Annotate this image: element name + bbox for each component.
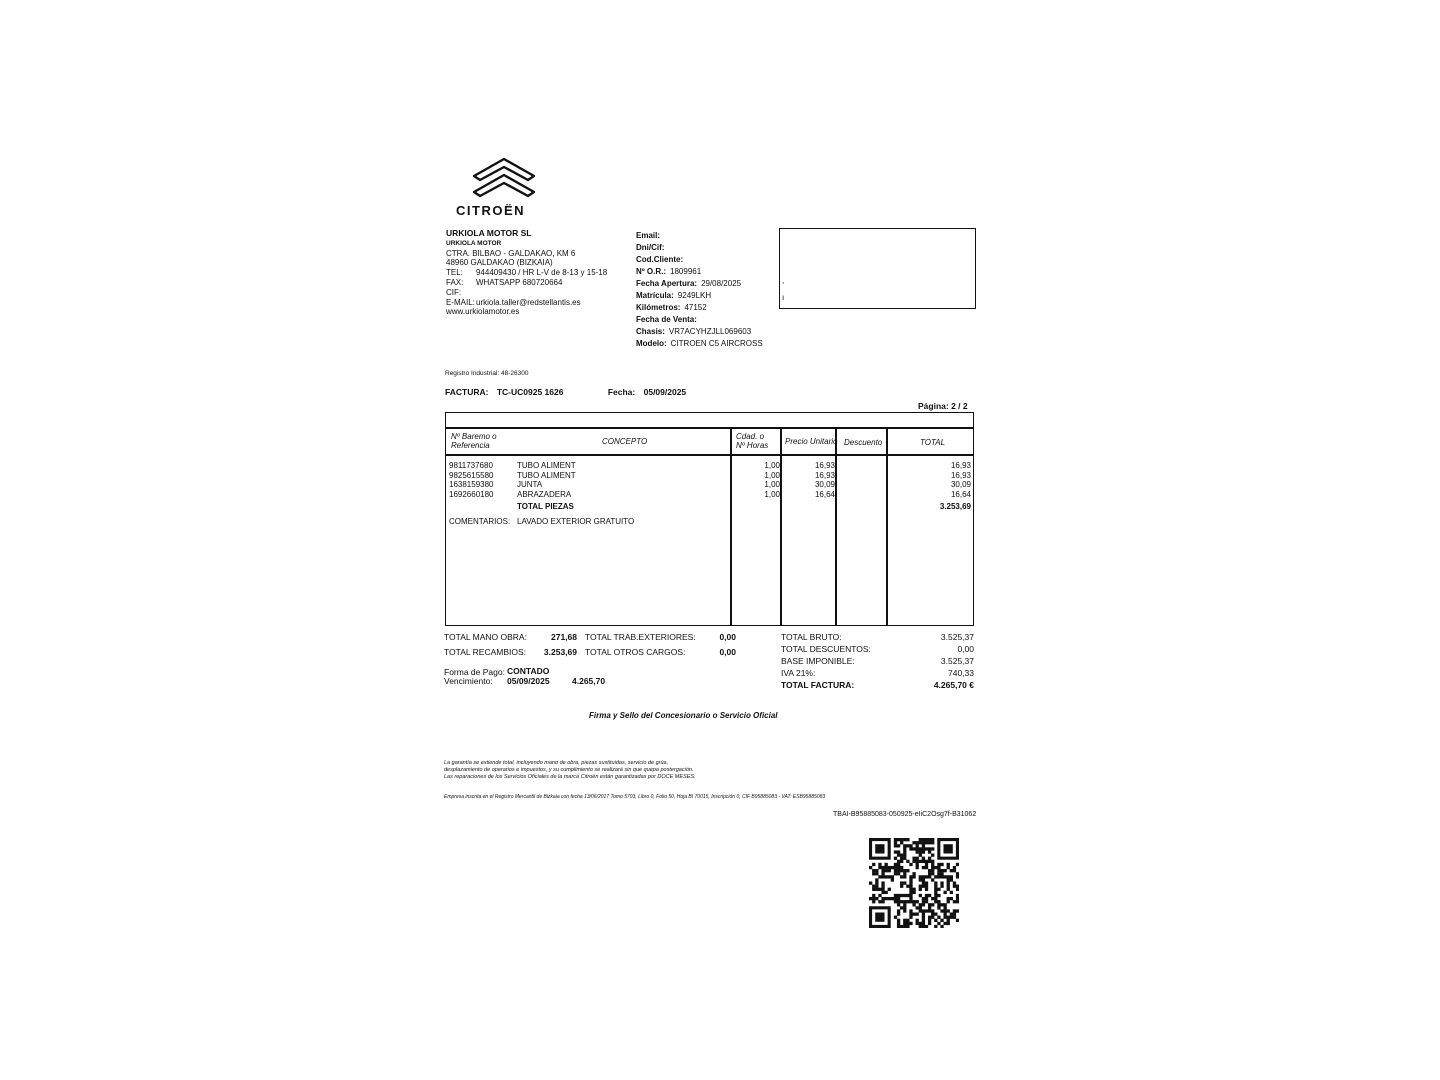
table-row-ref: 9825615580 (449, 470, 494, 480)
company-address2: 48960 GALDAKAO (BIZKAIA) (446, 258, 553, 268)
matricula-label: Matrícula: (636, 291, 674, 300)
company-name: URKIOLA MOTOR SL (446, 228, 532, 238)
client-info (636, 230, 763, 350)
table-row-ref: 1638159380 (449, 480, 494, 490)
table-row-precio: 16,93 (814, 461, 835, 470)
legal-guarantee: La garantía se extiende total, incluyendo mano de obra, piezas sustituidas, servicio de grúa, desplazamiento de operarios e impuestos, y su cumplimiento se realizará sin que quepa postergación. Las reparaciones de los Servicios Oficiales de la marca Citroën están garantizadas por DOCE MESES. (444, 760, 696, 780)
trab-ext-label: TOTAL TRAB.EXTERIORES: (585, 632, 696, 642)
km-value: 47152 (684, 303, 707, 312)
or-value: 1809961 (670, 267, 702, 276)
bruto-value: 3.525,37 (940, 632, 974, 642)
chasis-value: VR7ACYHZJLL069603 (668, 327, 752, 336)
client-email-label: Email: (636, 231, 661, 240)
table-row-total: 30,09 (950, 480, 971, 490)
fax-value: WHATSAPP 680720664 (476, 277, 563, 287)
vencimiento-date: 05/09/2025 (507, 676, 550, 686)
comentarios-label: COMENTARIOS: (449, 517, 511, 526)
bruto-label: TOTAL BRUTO: (781, 632, 842, 642)
table-row-ref: 1692660180 (449, 490, 494, 500)
tel-label: TEL: (446, 268, 463, 278)
table-row-total: 16,93 (950, 470, 971, 480)
brand-name: CITROËN (456, 203, 525, 218)
col-conceptos (517, 461, 576, 512)
dni-label: Dni/Cif: (636, 243, 665, 252)
total-factura-label: TOTAL FACTURA: (781, 680, 855, 690)
items-table (445, 412, 974, 626)
qr-code (869, 838, 959, 928)
pagina-label: Página: (918, 401, 949, 411)
registro-industrial: Registro Industrial: 48-26300 (445, 370, 529, 377)
company-info (446, 229, 607, 317)
firma-sello: Firma y Sello del Concesionario o Servicio Oficial (589, 711, 778, 720)
factura-number: TC-UC0925 1626 (496, 387, 564, 397)
matricula-value: 9249LKH (677, 291, 712, 300)
pagina-value: 2 / 2 (951, 401, 968, 411)
or-label: Nº O.R.: (636, 267, 667, 276)
vencimiento-label: Vencimiento: (444, 676, 493, 686)
table-row-precio: 16,93 (814, 470, 835, 480)
base-value: 3.525,37 (940, 656, 974, 666)
header-cantidad: Cdad. o Nº Horas (736, 432, 769, 450)
factura-label: FACTURA: (445, 387, 489, 397)
table-row-total: 16,93 (950, 461, 971, 470)
company-address1: CTRA. BILBAO - GALDAKAO, KM 6 (446, 248, 576, 258)
col-referencias (449, 461, 494, 500)
km-label: Kilómetros: (636, 303, 681, 312)
table-row-cantidad: 1,00 (764, 470, 780, 480)
invoice-header (445, 387, 692, 397)
modelo-value: CITROEN C5 AIRCROSS (670, 339, 763, 348)
iva-value: 740,33 (948, 668, 974, 678)
table-row-concepto: JUNTA (517, 480, 543, 490)
table-row-cantidad: 1,00 (764, 480, 780, 490)
table-row-total: 16,64 (950, 490, 971, 500)
cif-label: CIF: (446, 287, 462, 297)
descuentos-value: 0,00 (957, 644, 974, 654)
email-value: urkiola.taller@redstellantis.es (476, 297, 581, 307)
total-factura-value: 4.265,70 € (933, 680, 974, 690)
table-row-cantidad: 1,00 (764, 461, 780, 470)
trab-ext-value: 0,00 (719, 632, 736, 642)
fecha-label: Fecha: (607, 387, 636, 397)
company-subname: URKIOLA MOTOR (446, 239, 502, 247)
company-web: www.urkiolamotor.es (446, 307, 520, 317)
header-concepto: CONCEPTO (602, 437, 648, 446)
venta-label: Fecha de Venta: (636, 315, 697, 324)
fecha-value: 05/09/2025 (643, 387, 687, 397)
descuentos-label: TOTAL DESCUENTOS: (781, 644, 871, 654)
apertura-value: 29/08/2025 (701, 279, 742, 288)
header-precio: Precio Unitario (785, 437, 838, 446)
col-cantidades (736, 461, 780, 500)
table-row-concepto: TUBO ALIMENT (517, 461, 576, 470)
recambios-label: TOTAL RECAMBIOS: (444, 647, 527, 657)
recambios-value: 3.253,69 (543, 647, 577, 657)
otros-cargos-label: TOTAL OTROS CARGOS: (585, 647, 686, 657)
otros-cargos-value: 0,00 (719, 647, 736, 657)
fax-label: FAX: (446, 277, 464, 287)
table-row-concepto: ABRAZADERA (517, 490, 572, 500)
table-row-concepto: TUBO ALIMENT (517, 470, 576, 480)
chasis-label: Chasis: (636, 327, 665, 336)
comentarios-value: LAVADO EXTERIOR GRATUITO (517, 517, 635, 526)
table-row-cantidad: 1,00 (764, 490, 780, 500)
apertura-label: Fecha Apertura: (636, 279, 698, 288)
iva-label: IVA 21%: (781, 668, 816, 678)
invoice-totals (781, 631, 974, 691)
page-number (918, 401, 968, 411)
vencimiento-amount: 4.265,70 (572, 676, 606, 686)
header-total: TOTAL (920, 438, 946, 447)
header-descuento: Descuento (844, 438, 883, 447)
tel-value: 944409430 / HR L-V de 8-13 y 15-18 (476, 268, 608, 278)
total-piezas-value: 3.253,69 (939, 501, 971, 511)
forma-pago-value: CONTADO (507, 666, 550, 676)
header-referencia: Nº Baremo o Referencia (451, 432, 497, 450)
tbai-code: TBAI-B95885083-050925-eIiC2Osg7f-B31062 (833, 811, 977, 818)
table-row-precio: 30,09 (814, 480, 835, 490)
cod-cliente-label: Cod.Cliente: (636, 255, 684, 264)
modelo-label: Modelo: (636, 339, 667, 348)
base-label: BASE IMPONIBLE: (781, 656, 855, 666)
mano-obra-value: 271,68 (551, 632, 577, 642)
table-row-ref: 9811737680 (449, 461, 493, 470)
table-row-precio: 16,64 (814, 490, 835, 500)
col-totales (896, 461, 971, 512)
mano-obra-label: TOTAL MANO OBRA: (444, 632, 527, 642)
total-piezas-label: TOTAL PIEZAS (517, 501, 574, 511)
legal-registro-mercantil: Empresa inscrita en el Registro Mercantil de Bizkaia con fecha 13/06/2017 Tomo 5703, Libro 0, Folio 50, Hoja BI 70015, Inscripción 0, CIF B95885083 - VAT: ESB95885083 (444, 794, 826, 800)
email-label: E-MAIL: (446, 297, 475, 307)
col-precios (786, 461, 835, 500)
forma-pago-label: Forma de Pago: (444, 667, 505, 677)
client-address-box: , ı (779, 228, 976, 309)
